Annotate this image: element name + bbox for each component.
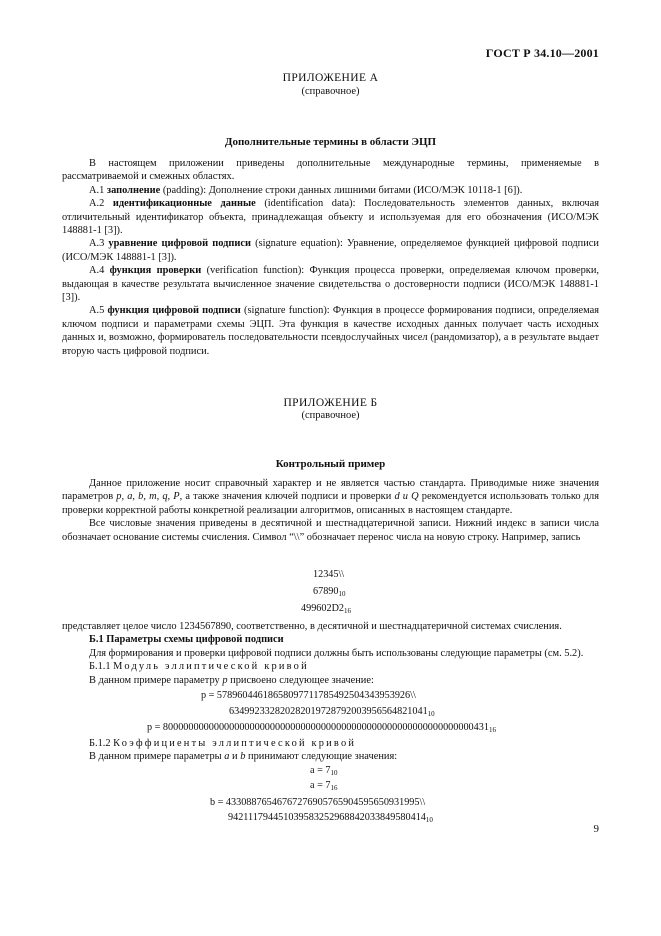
section-b1-text: Для формирования и проверки цифровой подписи должны быть использованы следующие параметры (см. 5.2).	[89, 647, 584, 659]
example-line-3: $499602D2_{16}$	[301, 603, 352, 615]
standard-header: ГОСТ Р 34.10—2001	[485, 46, 599, 60]
appendix-b-title: ПРИЛОЖЕНИЕ Б	[283, 397, 378, 409]
page-number: 9	[593, 823, 599, 835]
appendix-b-section-1	[62, 620, 599, 687]
appendix-b-para-3: представляет целое число 1234567890, соответственно, в десятичной и шестнадцатеричной системах счисления.	[62, 621, 562, 632]
appendix-b-para-2: Все числовые значения приведены в десятичной и шестнадцатеричной записи. Нижний индекс в записи числа обозначает основание системы счисления. Символ “\\” обозначает перенос числа на новую строку. Например, запись	[62, 518, 599, 543]
term-a4: А.4 функция проверки (verification function): Функция процесса проверки, определяемая ключом проверки, выдающая в качестве результата вычисленное значение свидетельства о достоверности подписи (ИСО/МЭК 148881-1 [3]).	[62, 265, 599, 304]
appendix-b-note: (справочное)	[301, 410, 360, 421]
appendix-b-para-1: Данное приложение носит справочный характер и не является частью стандарта. Приводимые ниже значения параметров p, a, b, m, q, P, а также значения ключей подписи и проверки d и Q рекомендуется использовать только для проверки корректной работы конкретной реализации алгоритмов, описанных в настоящем стандарте.	[62, 478, 600, 516]
term-a1: А.1 заполнение (padding): Дополнение строки данных лишними битами (ИСО/МЭК 10118-1 [6]).	[89, 184, 523, 196]
section-b12-heading: Б.1.2 Коэффициенты эллиптической кривой	[89, 738, 357, 749]
section-b12-text: В данном примере параметры a и b принимают следующие значения:	[89, 751, 398, 763]
term-a2: А.2 идентификационные данные (identification data): Последовательность элементов данных, включая отличительный идентификатор объекта, принадлежащая объекту и используемая для его обозначения (ИСО/МЭК 148881-1 [3]).	[62, 198, 599, 237]
appendix-b-intro	[62, 477, 599, 544]
p-decimal-line-2: $634992332820282019728792003956564821041_{10}$	[229, 706, 435, 718]
example-line-1: 12345\\	[313, 569, 345, 580]
appendix-a-body	[62, 157, 599, 358]
appendix-a-intro: В настоящем приложении приведены дополнительные международные термины, применяемые в рассматриваемой и смежных областях.	[62, 158, 599, 183]
a-decimal: $a = 7_{10}$	[310, 765, 338, 777]
b-decimal-line-2: $942111794451039583252968842033849580414_{10}$	[228, 812, 433, 824]
appendix-b-section-12	[62, 737, 599, 764]
b-decimal-line-1: b = 43308876546767276905765904595650931995\\	[210, 797, 426, 808]
section-b11-heading: Б.1.1 Модуль эллиптической кривой	[89, 661, 309, 673]
section-b11-text: В данном примере параметру p присвоено следующее значение:	[89, 674, 374, 686]
appendix-b-heading: Контрольный пример	[275, 458, 386, 470]
a-hex: $a = 7_{16}$	[310, 780, 338, 792]
appendix-a-note: (справочное)	[301, 86, 360, 97]
appendix-a-title: ПРИЛОЖЕНИЕ А	[282, 72, 379, 84]
appendix-a-heading: Дополнительные термины в области ЭЦП	[224, 136, 437, 148]
term-a5: А.5 функция цифровой подписи (signature function): Функция в процессе формирования подписи, определяемая ключом подписи и параметрами схемы ЭЦП. Эта функция в качестве исходных данных получает часть исходных данных и, возможно, формирователь последовательности псевдослучайных чисел (рандомизатор), а в результате выдает вторую часть цифровой подписи.	[62, 305, 600, 357]
p-hex-line: $p = 8000000000000000000000000000000000000000000000000000000000000431_{16}$	[147, 722, 496, 734]
section-b1-heading: Б.1 Параметры схемы цифровой подписи	[89, 634, 284, 646]
term-a3: А.3 уравнение цифровой подписи (signature equation): Уравнение, определяемое функцией цифровой подписи (ИСО/МЭК 148881-1 [3]).	[62, 238, 599, 263]
p-decimal-line-1: p = 57896044618658097711785492504343953926\\	[201, 690, 416, 701]
example-line-2: $67890_{10}$	[313, 586, 346, 598]
